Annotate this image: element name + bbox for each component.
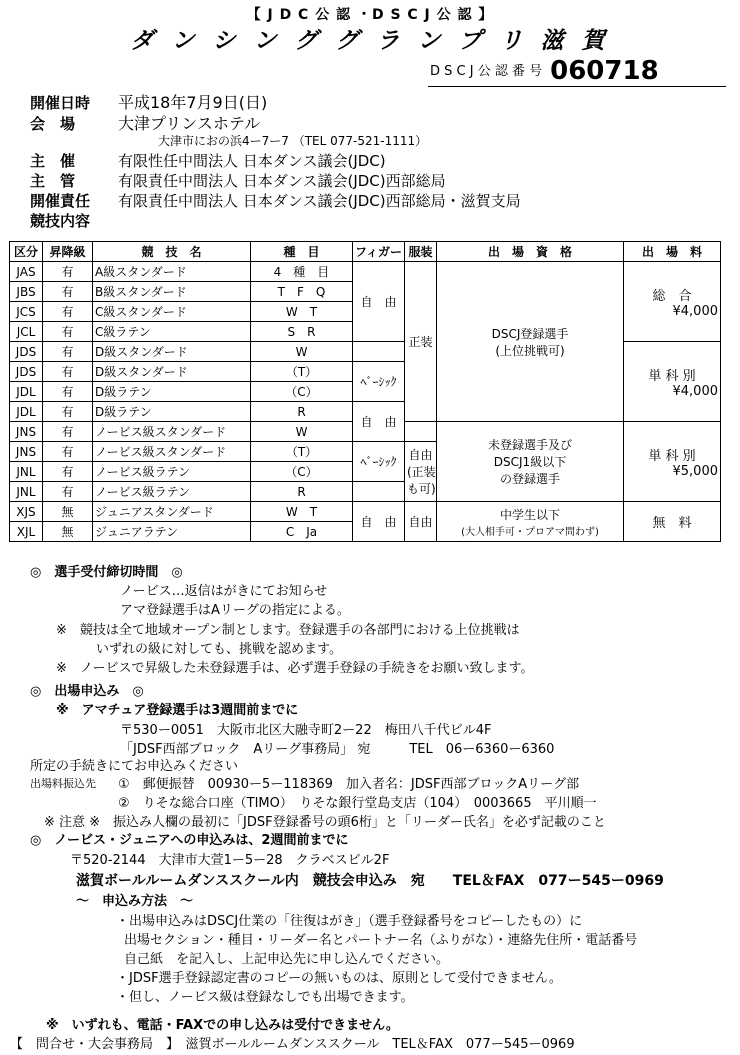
info-responsible: 開催責任 有限責任中間法人 日本ダンス議会(JDC)西部総局・滋賀支局 [30,192,521,210]
figure-free-cell: 自 由 [353,402,405,442]
table-row: JCS 有 C級スタンダード W T [10,302,721,322]
header-cell: 出 場 料 [624,242,721,262]
apply-line: 出場セクション・種目・リーダー名とパートナー名（ふりがな）・連絡先住所・電話番号 [124,933,638,948]
info-venue-address: 大津市におの浜4ー7ー7 （TEL 077-521-1111） [158,134,428,148]
figure-free-cell: 自 由 [353,262,405,342]
header-cell: 種 目 [251,242,353,262]
apply-line: ② りそな総合口座（TIMO） りそな銀行堂島支店（104） 0003665 平川順一 [118,796,597,811]
method-title: 〜 申込み方法 〜 [76,894,194,909]
apply-line: ◎ ノービス・ジュニアへの申込みは、2週間前までに [30,833,349,848]
note-line: いずれの級に対しても、挑戦を認めます。 [96,642,342,657]
info-manage: 主 管 有限責任中間法人 日本ダンス議会(JDC)西部総局 [30,172,446,190]
header-cell: 競 技 名 [93,242,251,262]
competition-table [9,241,721,542]
info-date: 開催日時 平成18年7月9日(日) [30,93,268,112]
apply-title: ◎ 出場申込み ◎ [30,684,144,699]
header-cell: 出 場 資 格 [437,242,624,262]
figure-basic-cell: ﾍﾞｰｼｯｸ [353,362,405,402]
figure-basic-cell: ﾍﾞｰｼｯｸ [353,442,405,482]
table-row: JDL 有 D級ラテン （C） [10,382,721,402]
dress-free-formal-cell: 自由 (正装 も可) [405,442,437,502]
table-row: JNS 有 ノービス級スタンダード W 未登録選手及び DSCJ1級以下 の登録選手 単 科 別 ¥5,000 [10,422,721,442]
apply-line: 〒520-2144 大津市大萱1ー5ー28 クラベスビル2F [70,853,390,868]
qualification-dscj-cell: DSCJ登録選手 (上位挑戦可) [437,262,624,422]
fee-single2-cell: 単 科 別 ¥5,000 [624,422,721,502]
table-row: JDS 有 D級スタンダード W 単 科 別 ¥4,000 [10,342,721,362]
apply-line: 滋賀ボールルームダンススクール内 競技会申込み 宛 TEL＆FAX 077ー545ー0969 [76,873,664,889]
info-content: 競技内容 [30,212,91,230]
header-cell: フィガー [353,242,405,262]
figure-spacer [353,482,405,502]
deadline-title: ◎ 選手受付締切時間 ◎ [30,565,183,580]
dress-free-cell: 自由 [405,502,437,542]
note-line: ※ 競技は全て地域オープン制とします。登録選手の各部門における上位挑戦は [56,623,520,638]
apply-line: ・JDSF選手登録認定書のコピーの無いものは、原則として受付できません。 [116,971,562,986]
dress-formal-cell: 正装 [405,262,437,422]
transfer-label: 出場料振込先 [30,777,96,790]
apply-line: 所定の手続きにてお申込みください [30,759,239,774]
registration-label: D S C J 公 認 番 号 [430,64,543,79]
sanction-header: 【 J D C 公 認 ・D S C J 公 認 】 [246,7,494,23]
fee-single-cell: 単 科 別 ¥4,000 [624,342,721,422]
qualification-unregistered-cell: 未登録選手及び DSCJ1級以下 の登録選手 [437,422,624,502]
apply-line: 自己紙 を記入し、上記申込先に申し込んでください。 [124,952,450,967]
registration-value: 060718 [550,56,659,86]
apply-line: ※ 注意 ※ 振込み人欄の最初に「JDSF登録番号の頭6桁」と「リーダー氏名」を必ず記載のこと [44,815,606,830]
note-line: アマ登録選手はAリーグの指定による。 [120,603,350,618]
info-host: 主 催 有限性任中間法人 日本ダンス議会(JDC) [30,152,386,170]
table-row: XJS 無 ジュニアスタンダード W T 自 由 自由 中学生以下 (大人相手可・プロアマ問わず) 無 料 [10,502,721,522]
apply-line: ・但し、ノービス級は登録なしでも出場できます。 [116,990,414,1005]
contact-line: 【 問合せ・大会事務局 】 滋賀ボールルームダンススクール TEL＆FAX 077ー545ー0969 [10,1037,575,1052]
table-row: JBS 有 B級スタンダード T F Q [10,282,721,302]
note-line: ※ ノービスで昇級した未登録選手は、必ず選手登録の手続きをお願い致します。 [56,661,534,676]
fee-free-cell: 無 料 [624,502,721,542]
table-row: JNL 有 ノービス級ラテン R [10,482,721,502]
table-row: JAS 有 A級スタンダード 4 種 目 自 由 正装 DSCJ登録選手 (上位挑戦可) 総 合 ¥4,000 [10,262,721,282]
event-title: ダ ン シ ン グ グ ラ ン プ リ 滋 賀 [130,28,610,54]
registration-number [430,56,659,86]
table-row: JNL 有 ノービス級ラテン （C） [10,462,721,482]
figure-free-cell: 自 由 [353,502,405,542]
info-venue: 会 場 大津プリンスホテル [30,114,261,133]
notice-line: ※ いずれも、電話・FAXでの申し込みは受付できません。 [46,1018,399,1033]
table-row: JDS 有 D級スタンダード （T） ﾍﾞｰｼｯｸ [10,362,721,382]
table-row: JDL 有 D級ラテン R 自 由 [10,402,721,422]
apply-line: ・出場申込みはDSCJ仕業の「往復はがき」（選手登録番号をコピーしたもの）に [116,914,583,929]
header-cell: 区分 [10,242,43,262]
table-row: XJL 無 ジュニアラテン C Ja [10,522,721,542]
header-cell: 服装 [405,242,437,262]
table-row: JNS 有 ノービス級スタンダード （T） ﾍﾞｰｼｯｸ 自由 (正装 も可) [10,442,721,462]
apply-line: ※ アマチュア登録選手は3週間前までに [56,703,299,718]
figure-spacer [353,342,405,362]
table-row: JCL 有 C級ラテン S R [10,322,721,342]
registration-underline [428,86,726,87]
note-line: ノービス…返信はがきにてお知らせ [120,584,328,599]
apply-line: ① 郵便振替 00930ー5ー118369 加入者名：JDSF西部ブロックAリーグ部 [118,777,580,792]
apply-line: 〒530ー0051 大阪市北区大融寺町2ー22 梅田八千代ビル4F [120,723,492,738]
qualification-junior-cell: 中学生以下 (大人相手可・プロアマ問わず) [437,502,624,542]
dress-spacer [405,422,437,442]
header-cell: 昇降級 [43,242,93,262]
apply-line: 「JDSF西部ブロック Aリーグ事務局」 宛 TEL 06ー6360ー6360 [120,742,555,757]
table-header-row [10,242,721,262]
fee-total-cell: 総 合 ¥4,000 [624,262,721,342]
